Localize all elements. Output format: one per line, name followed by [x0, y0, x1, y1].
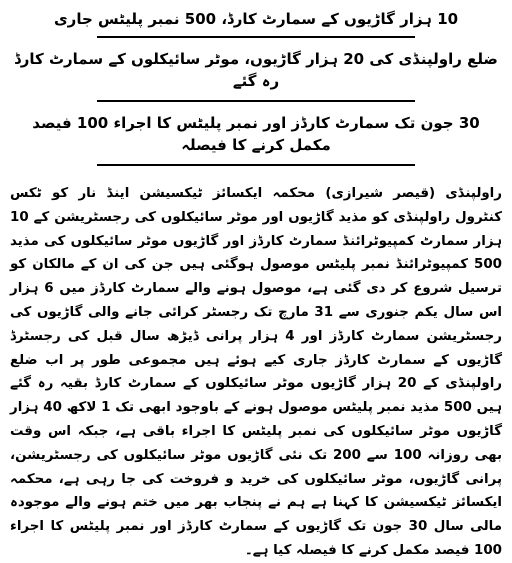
headline-divider — [97, 36, 415, 38]
article-body: راولپنڈی (قیصر شیرازی) محکمہ ایکسائز ٹیکسیشن اینڈ نار کو ٹکس کنٹرول راولپنڈی کو مذید گاڑیوں اور موٹر سائیکلوں کی رجسٹریشن کے 10 ہزار سمارٹ کمپیوٹرائنڈ سمارٹ کارڈز اور گاڑیوں موٹر سائیکلوں کی مذید 500 کمپیوٹرائنڈ نمبر پلیٹس موصول ہوگئی ہیں جن کی ان کے مالکان کو ترسیل شروع کر دی گئی ہے، موصول ہونے والے سمارٹ کارڈز میں 6 ہزار اس سال یکم جنوری سے 31 مارچ تک رجسٹر کرائی جانے والی گاڑیوں کی رجسٹریشن سمارٹ کارڈز اور 4 ہزار پرانی ڈیڑھ سال قبل کی رجسٹرڈ گاڑیوں کے سمارٹ کارڈز جاری کیے ہوئے ہیں مجموعی طور پر اب ضلع راولپنڈی کے 20 ہزار گاڑیوں موٹر سائیکلوں کے سمارٹ کارڈ بقیہ رہ گئے ہیں 500 مذید نمبر پلیٹس موصول ہونے کے باوجود ابھی تک 1 لاکھ 40 ہزار گاڑیوں موٹر سائیکلوں کی نمبر پلیٹس کا اجراء باقی ہے، جبکہ اس وقت بھی روزانہ 100 سے 200 تک نئی گاڑیوں موٹر سائیکلوں کی رجسٹریشن، پرانی گاڑیوں، موٹر سائیکلوں کی خرید و فروخت کی جا رہی ہے، محکمہ ایکسائز ٹیکسیشن کا کہنا ہے ہم نے پنجاب بھر میں ختم ہونے والے موجودہ مالی سال 30 جون تک گاڑیوں کے سمارٹ کارڈز اور نمبر پلیٹس کا اجراء 100 فیصد مکمل کرنے کا فیصلہ کیا ہے۔ — [10, 186, 503, 558]
headline-secondary: ضلع راولپنڈی کی 20 ہزار گاڑیوں، موٹر سائیکلوں کے سمارٹ کارڈ رہ گئے — [14, 50, 498, 90]
headline-divider — [97, 164, 415, 166]
headline-main: 10 ہزار گاڑیوں کے سمارٹ کارڈ، 500 نمبر پلیٹس جاری — [53, 10, 459, 28]
headline-tertiary: 30 جون تک سمارٹ کارڈز اور نمبر پلیٹس کا اجراء 100 فیصد مکمل کرنے کا فیصلہ — [32, 114, 480, 154]
headline-divider — [97, 100, 415, 102]
